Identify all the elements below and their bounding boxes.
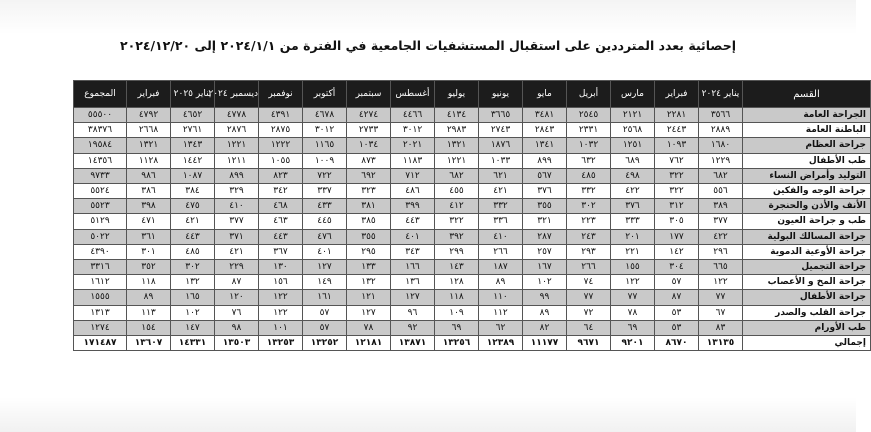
value-cell: ٤٢١ [215, 244, 259, 259]
value-cell: ٩٨٦ [127, 168, 171, 183]
value-cell: ٢٩٩ [435, 244, 479, 259]
total-cell: ١٢٧٤ [74, 320, 127, 335]
department-cell: طب و جراحة العيون [743, 214, 871, 229]
value-cell: ٤٤٣ [391, 214, 435, 229]
table-row [74, 305, 871, 320]
value-cell: ٢٦٦ [567, 260, 611, 275]
value-cell: ٩٢ [391, 320, 435, 335]
department-cell: جراحة الوجه والفكين [743, 184, 871, 199]
value-cell: ٤١٣٤ [435, 108, 479, 123]
value-cell: ٣٩٩ [391, 199, 435, 214]
value-cell: ٤٤٥ [303, 214, 347, 229]
value-cell: ١١٠ [479, 290, 523, 305]
value-cell: ٣٦٧ [259, 244, 303, 259]
value-cell: ١٠٣٣ [479, 153, 523, 168]
value-cell: ١٢٢ [699, 275, 743, 290]
value-cell: ٨٧ [215, 275, 259, 290]
total-cell: ٣٨٣٧٦ [74, 123, 127, 138]
table-row [74, 229, 871, 244]
value-cell: ٣٠١ [127, 244, 171, 259]
value-cell: ١٣٢٥٣ [259, 336, 303, 351]
value-cell: ٢٨٤٣ [523, 123, 567, 138]
column-header-department: القسم [743, 81, 871, 108]
value-cell: ٢٠١ [611, 229, 655, 244]
column-header-may: مايو [523, 81, 567, 108]
value-cell: ١٢٨ [435, 275, 479, 290]
value-cell: ١٠٢ [523, 275, 567, 290]
department-cell: الباطنة العامة [743, 123, 871, 138]
value-cell: ٢٩٥ [347, 244, 391, 259]
value-cell: ٣٣٣ [611, 214, 655, 229]
value-cell: ١١٨ [127, 275, 171, 290]
value-cell: ١٦٦ [391, 260, 435, 275]
value-cell: ٨٧ [655, 290, 699, 305]
value-cell: ١٠٠٩ [303, 153, 347, 168]
table-row [74, 123, 871, 138]
value-cell: ٣٠٢ [171, 260, 215, 275]
value-cell: ١٣٢٥٦ [435, 336, 479, 351]
value-cell: ٧١٢ [391, 168, 435, 183]
value-cell: ١٣٢١ [127, 138, 171, 153]
value-cell: ٩٦٧١ [567, 336, 611, 351]
value-cell: ٥٦٧ [523, 168, 567, 183]
table-row [74, 199, 871, 214]
value-cell: ١٤٩ [303, 275, 347, 290]
value-cell: ١٣٤١ [523, 138, 567, 153]
value-cell: ١٤٧ [171, 320, 215, 335]
department-cell: جراحة العظام [743, 138, 871, 153]
value-cell: ٨٩٩ [215, 168, 259, 183]
value-cell: ١٨٧ [479, 260, 523, 275]
value-cell: ٧٧ [611, 290, 655, 305]
value-cell: ٧٧ [699, 290, 743, 305]
value-cell: ٢٩٦ [699, 244, 743, 259]
value-cell: ٣٠٤ [655, 260, 699, 275]
department-cell: جراحة القلب والصدر [743, 305, 871, 320]
value-cell: ٢٨٧٦ [215, 123, 259, 138]
value-cell: ٣٧٧ [699, 214, 743, 229]
department-cell: جراحة الأوعية الدموية [743, 244, 871, 259]
value-cell: ١٢٢ [259, 290, 303, 305]
value-cell: ٩٦ [391, 305, 435, 320]
department-cell: الأنف والأذن والحنجرة [743, 199, 871, 214]
value-cell: ٨٩٩ [523, 153, 567, 168]
value-cell: ١٢٣٨٩ [479, 336, 523, 351]
value-cell: ٦٨٢ [435, 168, 479, 183]
value-cell: ٤٦٨ [259, 199, 303, 214]
value-cell: ٤٥٥ [435, 184, 479, 199]
column-header-feb-2025: فبراير [127, 81, 171, 108]
value-cell: ٧٤ [567, 275, 611, 290]
value-cell: ٤٨٦ [391, 184, 435, 199]
value-cell: ١٢٧ [303, 260, 347, 275]
value-cell: ٥٧ [655, 275, 699, 290]
value-cell: ٢٠٢١ [391, 138, 435, 153]
value-cell: ٨٢ [523, 320, 567, 335]
value-cell: ٣٠١٢ [303, 123, 347, 138]
value-cell: ١٣٢ [347, 275, 391, 290]
value-cell: ١٣٣ [347, 260, 391, 275]
department-cell: طب الأطفال [743, 153, 871, 168]
value-cell: ١٠٣٤ [347, 138, 391, 153]
total-cell: ١٦١٢ [74, 275, 127, 290]
value-cell: ٧٨ [347, 320, 391, 335]
column-header-apr: أبريل [567, 81, 611, 108]
total-cell: ١٤٣٥٦ [74, 153, 127, 168]
value-cell: ٦٧ [699, 305, 743, 320]
value-cell: ١٨٧٦ [479, 138, 523, 153]
value-cell: ٤٤٦٦ [391, 108, 435, 123]
value-cell: ١٣٠ [259, 260, 303, 275]
value-cell: ٨٢٣ [259, 168, 303, 183]
total-cell: ١٩٥٨٤ [74, 138, 127, 153]
column-header-dec-2024: ديسمبر ٢٠٢٤ [215, 81, 259, 108]
value-cell: ٤٣٩١ [259, 108, 303, 123]
value-cell: ٤٦٣ [259, 214, 303, 229]
value-cell: ٣٧٦ [523, 184, 567, 199]
value-cell: ٣١٢ [655, 199, 699, 214]
value-cell: ٢٧٤٣ [479, 123, 523, 138]
total-cell: ١٥٥٥ [74, 290, 127, 305]
department-cell: طب الأورام [743, 320, 871, 335]
value-cell: ٣٩٢ [435, 229, 479, 244]
value-cell: ٤٢٧٤ [347, 108, 391, 123]
value-cell: ١٠٣٢ [567, 138, 611, 153]
value-cell: ١٠٩ [435, 305, 479, 320]
value-cell: ٥٥٦ [699, 184, 743, 199]
value-cell: ١٢٠ [215, 290, 259, 305]
value-cell: ٩٩ [523, 290, 567, 305]
value-cell: ٦٢١ [479, 168, 523, 183]
value-cell: ٧٢ [567, 305, 611, 320]
value-cell: ٦٩ [611, 320, 655, 335]
table-row [74, 138, 871, 153]
value-cell: ١٥٥ [611, 260, 655, 275]
department-cell: الجراحة العامة [743, 108, 871, 123]
value-cell: ٧٦ [215, 305, 259, 320]
column-header-jan-2024: يناير ٢٠٢٤ [699, 81, 743, 108]
value-cell: ٦٩٢ [347, 168, 391, 183]
value-cell: ٣٣٢ [567, 184, 611, 199]
value-cell: ٦٦٥ [699, 260, 743, 275]
column-header-sep: سبتمبر [347, 81, 391, 108]
department-cell: إجمالي [743, 336, 871, 351]
value-cell: ٢٨٧ [523, 229, 567, 244]
total-cell: ١٣١٣ [74, 305, 127, 320]
column-header-nov: نوفمبر [259, 81, 303, 108]
value-cell: ٣٢٣ [347, 184, 391, 199]
value-cell: ٢٤٤٣ [655, 123, 699, 138]
table-row [74, 260, 871, 275]
table-header-row [74, 81, 871, 108]
value-cell: ٣٥٢ [127, 260, 171, 275]
value-cell: ١٠٢ [171, 305, 215, 320]
value-cell: ٤٢١ [171, 214, 215, 229]
value-cell: ١٣٢٥٢ [303, 336, 347, 351]
value-cell: ٣٤٣ [391, 244, 435, 259]
value-cell: ٦٢ [479, 320, 523, 335]
value-cell: ١٢١١ [215, 153, 259, 168]
total-cell: ٥٥٢٣ [74, 199, 127, 214]
value-cell: ٣٨٥ [347, 214, 391, 229]
value-cell: ١٤٤٢ [171, 153, 215, 168]
value-cell: ١٤٣٣١ [171, 336, 215, 351]
value-cell: ٧٢٢ [303, 168, 347, 183]
value-cell: ٣٨٩ [699, 199, 743, 214]
value-cell: ٨٩ [127, 290, 171, 305]
value-cell: ٢١٢١ [611, 108, 655, 123]
value-cell: ١٢٧ [391, 290, 435, 305]
value-cell: ٢٧٦١ [171, 123, 215, 138]
column-header-jul: يوليو [435, 81, 479, 108]
value-cell: ٣٠١٢ [391, 123, 435, 138]
value-cell: ٢٢٣ [567, 214, 611, 229]
value-cell: ٣٦٦٥ [479, 108, 523, 123]
value-cell: ١٢١٨١ [347, 336, 391, 351]
value-cell: ١٠٥٥ [259, 153, 303, 168]
document-title: إحصائية بعدد المترددين على استقبال المستشفيات الجامعية في الفترة من ٢٠٢٤/١/١ إلى ٢٠٢٤/١٢/٢٠ [119, 38, 737, 53]
total-cell: ٥١٢٩ [74, 214, 127, 229]
column-header-total: المجموع [74, 81, 127, 108]
total-cell: ٩٧٣٣ [74, 168, 127, 183]
value-cell: ٣٢٢ [655, 168, 699, 183]
value-cell: ٥٣ [655, 305, 699, 320]
value-cell: ٢٣٣١ [567, 123, 611, 138]
value-cell: ٣٧٦ [611, 199, 655, 214]
value-cell: ٧٧ [567, 290, 611, 305]
value-cell: ١٧٧ [655, 229, 699, 244]
value-cell: ١٣٦٠٧ [127, 336, 171, 351]
value-cell: ١٣٤٣ [171, 138, 215, 153]
value-cell: ٤٨٥ [171, 244, 215, 259]
value-cell: ١٠١ [259, 320, 303, 335]
value-cell: ٢٧٣٣ [347, 123, 391, 138]
value-cell: ٤٨٥ [567, 168, 611, 183]
value-cell: ٤٠١ [303, 244, 347, 259]
department-cell: التوليد وأمراض النساء [743, 168, 871, 183]
value-cell: ٤٧١ [127, 214, 171, 229]
value-cell: ٣٤٢ [259, 184, 303, 199]
value-cell: ٨٩ [523, 305, 567, 320]
total-cell: ٥٥٢٤ [74, 184, 127, 199]
total-cell: ١٧١٤٨٧ [74, 336, 127, 351]
value-cell: ٢٢١ [611, 244, 655, 259]
value-cell: ٢٨٧٥ [259, 123, 303, 138]
value-cell: ٤٧٦ [303, 229, 347, 244]
value-cell: ٤٦٧٨ [303, 108, 347, 123]
value-cell: ٢٦٦٨ [127, 123, 171, 138]
value-cell: ٢٥٧ [523, 244, 567, 259]
value-cell: ٦٤ [567, 320, 611, 335]
total-cell: ٣٣١٦ [74, 260, 127, 275]
value-cell: ٨٧٣ [347, 153, 391, 168]
column-header-jun: يونيو [479, 81, 523, 108]
value-cell: ٤٣٣ [303, 199, 347, 214]
value-cell: ٤٩٨ [611, 168, 655, 183]
column-header-jan-2025: يناير ٢٠٢٥ [171, 81, 215, 108]
table-row [74, 153, 871, 168]
value-cell: ٣٥٥ [523, 199, 567, 214]
value-cell: ١٣٨٧١ [391, 336, 435, 351]
department-cell: جراحة الأطفال [743, 290, 871, 305]
value-cell: ٣٠٥ [655, 214, 699, 229]
value-cell: ٣٩٨ [127, 199, 171, 214]
department-cell: جراحة المسالك البولية [743, 229, 871, 244]
table-row [74, 320, 871, 335]
value-cell: ٢٦٦ [479, 244, 523, 259]
value-cell: ١٥٦ [259, 275, 303, 290]
value-cell: ١٢٢٢ [259, 138, 303, 153]
value-cell: ٣٨١ [347, 199, 391, 214]
value-cell: ٤٧٧٨ [215, 108, 259, 123]
value-cell: ٣٠٢ [567, 199, 611, 214]
visitors-table [73, 80, 871, 351]
value-cell: ١٤٣ [435, 260, 479, 275]
value-cell: ٥٧ [303, 320, 347, 335]
value-cell: ٣٥٥ [347, 229, 391, 244]
value-cell: ٨٩ [479, 275, 523, 290]
value-cell: ١٢١ [347, 290, 391, 305]
value-cell: ٣٥٦٦ [699, 108, 743, 123]
value-cell: ١٦١ [303, 290, 347, 305]
value-cell: ٧٦٢ [655, 153, 699, 168]
value-cell: ٤١٢ [435, 199, 479, 214]
value-cell: ٣٣٢ [479, 199, 523, 214]
value-cell: ٦٩ [435, 320, 479, 335]
value-cell: ٤٢٢ [699, 229, 743, 244]
value-cell: ٨٣ [699, 320, 743, 335]
table-body [74, 108, 871, 351]
value-cell: ٣٣٦ [479, 214, 523, 229]
value-cell: ١٢٧ [347, 305, 391, 320]
column-header-mar: مارس [611, 81, 655, 108]
value-cell: ٤٢٢ [611, 184, 655, 199]
value-cell: ١٣١٣٥ [699, 336, 743, 351]
value-cell: ٥٧ [303, 305, 347, 320]
value-cell: ١٢٢١ [215, 138, 259, 153]
value-cell: ٢٢٩ [215, 260, 259, 275]
value-cell: ١١٦٥ [303, 138, 347, 153]
value-cell: ١٢٢١ [435, 153, 479, 168]
value-cell: ١٣٢١ [435, 138, 479, 153]
value-cell: ٤١٠ [479, 229, 523, 244]
value-cell: ١٦٥ [171, 290, 215, 305]
value-cell: ١١٢ [479, 305, 523, 320]
value-cell: ١٦٧ [523, 260, 567, 275]
value-cell: ١٥٤ [127, 320, 171, 335]
value-cell: ١٠٨٧ [171, 168, 215, 183]
value-cell: ٥٣ [655, 320, 699, 335]
table-row [74, 290, 871, 305]
value-cell: ١٦٨٠ [699, 138, 743, 153]
value-cell: ٢٥٤٥ [567, 108, 611, 123]
department-cell: جراحة التجميل [743, 260, 871, 275]
department-cell: جراحة المخ و الأعصاب [743, 275, 871, 290]
value-cell: ٤٧٥ [171, 199, 215, 214]
table-row [74, 244, 871, 259]
value-cell: ٣٢١ [523, 214, 567, 229]
value-cell: ٦٣٢ [567, 153, 611, 168]
value-cell: ٤١٠ [215, 199, 259, 214]
value-cell: ١٣٢ [171, 275, 215, 290]
value-cell: ٩٢٠١ [611, 336, 655, 351]
value-cell: ٨٦٧٠ [655, 336, 699, 351]
value-cell: ٢٢٨١ [655, 108, 699, 123]
table-row [74, 275, 871, 290]
value-cell: ٧٨ [611, 305, 655, 320]
value-cell: ٣٧٧ [215, 214, 259, 229]
value-cell: ٤٤٣ [259, 229, 303, 244]
value-cell: ١١٨٣ [391, 153, 435, 168]
value-cell: ٤٧٩٢ [127, 108, 171, 123]
value-cell: ٢٤٣ [567, 229, 611, 244]
total-cell: ٤٣٩٠ [74, 244, 127, 259]
value-cell: ٢٥٦٨ [611, 123, 655, 138]
table-row [74, 184, 871, 199]
value-cell: ٣٤٨١ [523, 108, 567, 123]
table-row [74, 168, 871, 183]
column-header-feb: فبراير [655, 81, 699, 108]
value-cell: ٣٨٤ [171, 184, 215, 199]
table-row [74, 108, 871, 123]
column-header-oct: أكتوبر [303, 81, 347, 108]
value-cell: ١٤٢ [655, 244, 699, 259]
value-cell: ١١١٧٧ [523, 336, 567, 351]
value-cell: ٤٦٥٢ [171, 108, 215, 123]
value-cell: ٦٨٢ [699, 168, 743, 183]
value-cell: ٢٨٨٩ [699, 123, 743, 138]
value-cell: ٣٣٧ [303, 184, 347, 199]
value-cell: ٣٨٦ [127, 184, 171, 199]
value-cell: ١٢٢٩ [699, 153, 743, 168]
value-cell: ١١٨ [435, 290, 479, 305]
value-cell: ١١٣ [127, 305, 171, 320]
value-cell: ٩٨ [215, 320, 259, 335]
value-cell: ٢٩٣ [567, 244, 611, 259]
table-row [74, 214, 871, 229]
value-cell: ١٢٢ [259, 305, 303, 320]
value-cell: ١١٢٨ [127, 153, 171, 168]
value-cell: ١٢٢ [611, 275, 655, 290]
value-cell: ١٢٥١ [611, 138, 655, 153]
column-header-aug: أغسطس [391, 81, 435, 108]
value-cell: ١٠٩٣ [655, 138, 699, 153]
value-cell: ٤٠١ [391, 229, 435, 244]
value-cell: ٣٢٢ [435, 214, 479, 229]
value-cell: ٣٢٩ [215, 184, 259, 199]
value-cell: ٢٩٨٣ [435, 123, 479, 138]
value-cell: ١٣٦ [391, 275, 435, 290]
value-cell: ١٣٥٠٣ [215, 336, 259, 351]
total-cell: ٥٠٢٢ [74, 229, 127, 244]
value-cell: ٤٢١ [479, 184, 523, 199]
value-cell: ٤٤٣ [171, 229, 215, 244]
total-cell: ٥٥٥٠٠ [74, 108, 127, 123]
value-cell: ٦٨٩ [611, 153, 655, 168]
value-cell: ٣٦١ [127, 229, 171, 244]
table-total-row [74, 336, 871, 351]
value-cell: ٣٧١ [215, 229, 259, 244]
value-cell: ٣٢٢ [655, 184, 699, 199]
